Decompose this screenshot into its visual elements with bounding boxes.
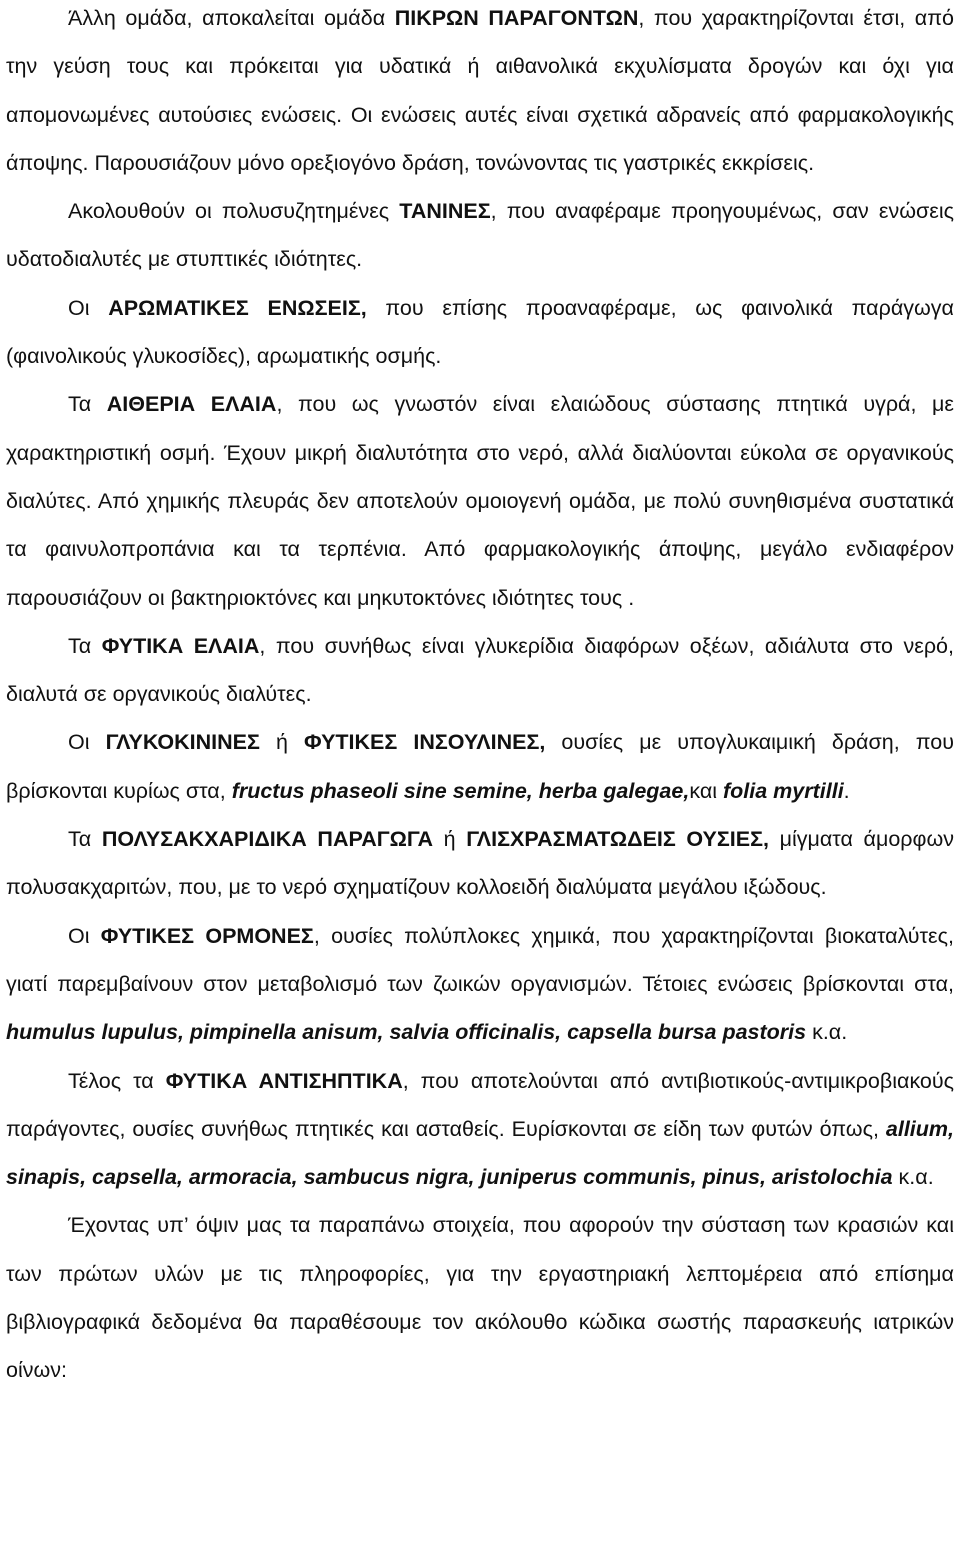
text-run: Τέλος τα [68, 1068, 166, 1093]
paragraph-tannins [6, 187, 954, 284]
bold-term: ΦΥΤΙΚΕΣ ΟΡΜΟΝΕΣ [100, 923, 314, 948]
text-run: Έχοντας υπ’ όψιν μας τα παραπάνω στοιχεία, που αφορούν την σύσταση των κρασιών και των πρώτων υλών με τις πληροφορίες, για την εργαστηριακή λεπτομέρεια από επίσημα βιβλιογραφικά δεδομένα θα παραθέσουμε τον ακόλουθο κώδικα σωστής παρασκευής ιατρικών οίνων: [6, 1213, 954, 1383]
paragraph-conclusion [6, 1201, 954, 1394]
text-run: κ.α. [806, 1020, 848, 1045]
bold-term: ΦΥΤΙΚΑ ΑΝΤΙΣΗΠΤΙΚΑ [165, 1068, 403, 1093]
bold-term: ΑΡΩΜΑΤΙΚΕΣ ΕΝΩΣΕΙΣ, [108, 295, 367, 320]
bold-term: ΓΛΥΚΟΚΙΝΙΝΕΣ [105, 730, 260, 755]
text-run: Οι [68, 923, 101, 948]
paragraph-plant-hormones [6, 912, 954, 1057]
paragraph-aromatic-compounds [6, 284, 954, 381]
text-run: . [843, 778, 850, 803]
text-run: Ακολουθούν οι πολυσυζητημένες [68, 199, 400, 224]
text-run: , που χαρακτηρίζονται έτσι, από την γεύση τους και πρόκειται για υδατικά ή αιθανολικά εκχυλίσματα δρογών και όχι για απομονωμένες αυτούσιες ενώσεις. Οι ενώσεις αυτές είναι σχετικά αδρανείς από φαρμακολογικής άποψης. Παρουσιάζουν μόνο ορεξιογόνο δράση, τονώνοντας τις γαστρικές εκκρίσεις. [6, 6, 954, 175]
bold-term: ΠΙΚΡΩΝ ΠΑΡΑΓΟΝΤΩΝ [394, 6, 639, 30]
bold-term: ΑΙΘΕΡΙΑ ΕΛΑΙΑ [106, 392, 277, 417]
text-run: Οι [68, 730, 106, 755]
paragraph-plant-oils [6, 622, 954, 719]
paragraph-essential-oils [6, 380, 954, 621]
text-run: , ουσίες πολύπλοκες χημικά, που χαρακτηρίζονται βιοκαταλύτες, γιατί παρεμβαίνουν στον μεταβολισμό των ζωικών οργανισμών. Τέτοιες ενώσεις βρίσκονται στα, [6, 923, 954, 996]
paragraph-bitter-factors [6, 0, 954, 187]
paragraph-polysaccharides [6, 815, 954, 912]
latin-species-term: humulus lupulus, pimpinella anisum, salvia officinalis, capsella bursa pastoris [6, 1020, 807, 1045]
text-run: ή [433, 827, 467, 852]
bold-term: ΓΛΙΣΧΡΑΣΜΑΤΩΔΕΙΣ ΟΥΣΙΕΣ, [466, 827, 769, 852]
text-run: κ.α. [892, 1165, 934, 1190]
text-run: , που αποτελούνται από αντιβιοτικούς-αντιμικροβιακούς παράγοντες, ουσίες συνήθως πτητικές και ασταθείς. Ευρίσκονται σε είδη των φυτών όπως, [6, 1068, 955, 1141]
bold-term: ΦΥΤΙΚΕΣ ΙΝΣΟΥΛΙΝΕΣ, [304, 730, 546, 755]
text-run: και [689, 778, 723, 803]
text-run: Τα [68, 392, 107, 417]
text-run: , που αναφέραμε προηγουμένως, σαν ενώσεις υδατοδιαλυτές με στυπτικές ιδιότητες. [6, 199, 955, 272]
text-run: , που συνήθως είναι γλυκερίδια διαφόρων οξέων, αδιάλυτα στο νερό, διαλυτά σε οργανικούς διαλύτες. [6, 633, 954, 707]
bold-term: ΦΥΤΙΚΑ ΕΛΑΙΑ [101, 633, 260, 658]
document-body [6, 0, 954, 1395]
text-run: Άλλη ομάδα, αποκαλείται ομάδα [68, 6, 395, 30]
text-run: μίγματα άμορφων πολυσακχαριτών, που, με το νερό σχηματίζουν κολλοειδή διαλύματα μεγάλου ιξώδους. [6, 827, 954, 900]
paragraph-glucokinins [6, 718, 954, 815]
text-run: ή [259, 730, 305, 755]
latin-species-term: folia myrtilli [723, 778, 844, 803]
paragraph-plant-antiseptics [6, 1057, 954, 1202]
text-run: ουσίες με υπογλυκαιμική δράση, που βρίσκονται κυρίως στα, [6, 730, 954, 803]
latin-species-term: allium, sinapis, capsella, armoracia, sambucus nigra, juniperus communis, pinus, aristolochia [6, 1116, 954, 1190]
latin-species-term: fructus phaseoli sine semine, herba galegae, [231, 778, 690, 803]
text-run: Τα [68, 827, 102, 852]
bold-term: ΤΑΝΙΝΕΣ [399, 199, 491, 224]
text-run: Τα [68, 633, 102, 658]
text-run: Οι [68, 295, 109, 320]
text-run: που επίσης προαναφέραμε, ως φαινολικά παράγωγα (φαινολικούς γλυκοσίδες), αρωματικής οσμής. [6, 295, 954, 369]
text-run: , που ως γνωστόν είναι ελαιώδους σύστασης πτητικά υγρά, με χαρακτηριστική οσμή. Έχουν μικρή διαλυτότητα στο νερό, αλλά διαλύονται εύκολα σε οργανικούς διαλύτες. Από χημικής πλευράς δεν αποτελούν ομοιογενή ομάδα, με πολύ συνηθισμένα συστατικά τα φαινυλοπροπάνια και τα τερπένια. Από φαρμακολογικής άποψης, μεγάλο ενδιαφέρον παρουσιάζουν οι βακτηριοκτόνες και μηκυτοκτόνες ιδιότητες τους . [6, 392, 954, 610]
bold-term: ΠΟΛΥΣΑΚΧΑΡΙΔΙΚΑ ΠΑΡΑΓΩΓΑ [101, 827, 434, 852]
